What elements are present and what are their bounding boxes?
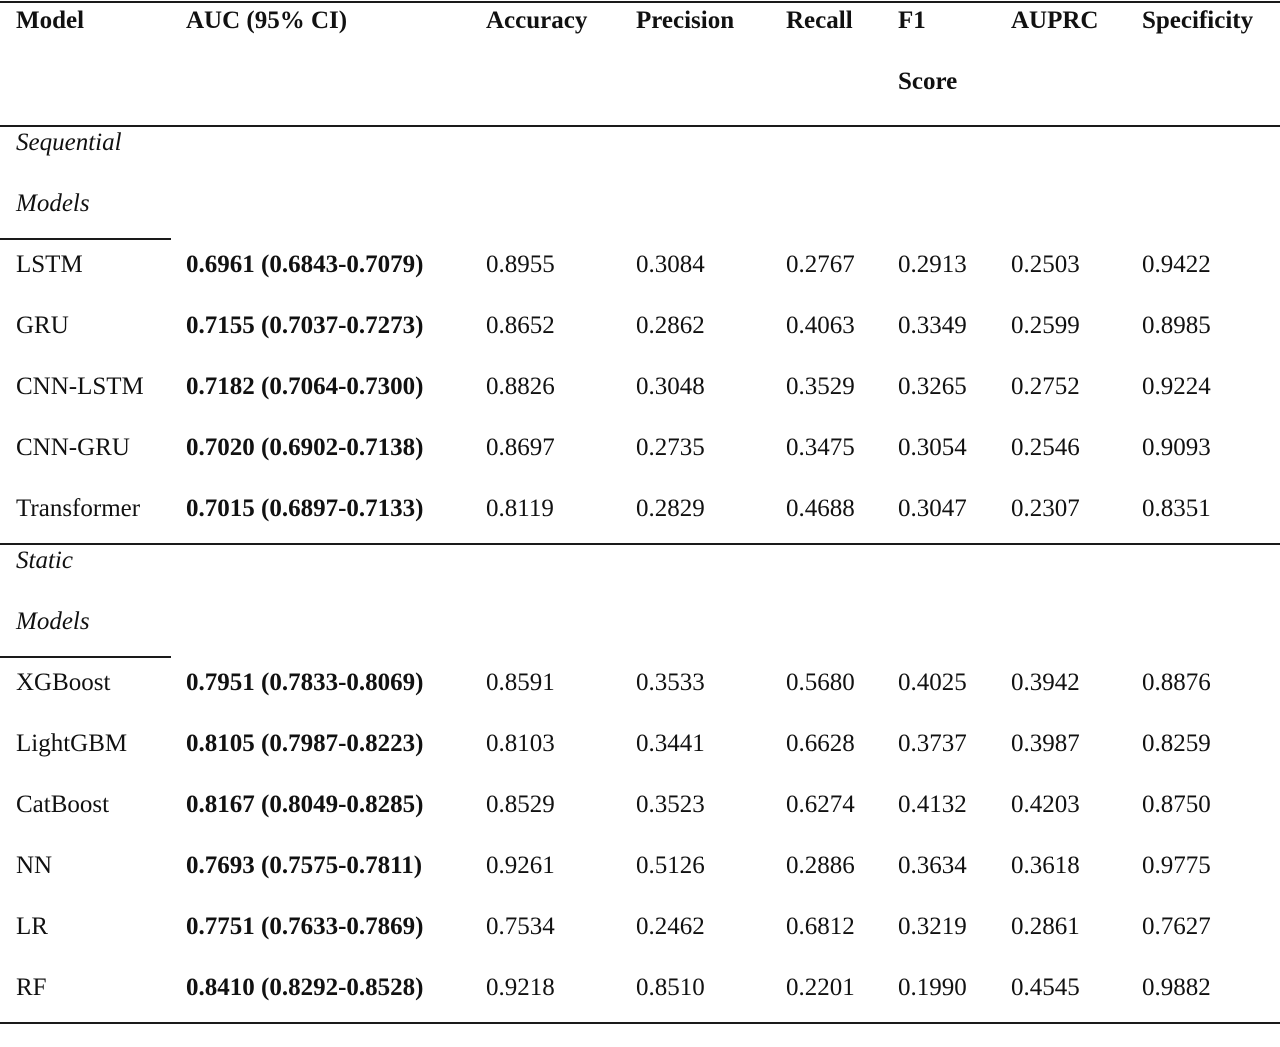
metric-value: 0.8697 [486, 434, 555, 461]
metric-value: 0.5680 [786, 669, 855, 696]
metric-value: 0.3737 [898, 730, 967, 757]
metric-value: 0.9775 [1142, 852, 1211, 879]
metric-value: 0.2886 [786, 852, 855, 879]
section-title-rule [0, 656, 171, 658]
metric-value: 0.3523 [636, 791, 705, 818]
auc-ci-value: 0.8105 (0.7987-0.8223) [186, 730, 424, 757]
column-header: Model [16, 7, 85, 34]
metric-value: 0.4063 [786, 312, 855, 339]
section-title-rule [0, 238, 171, 240]
metric-value: 0.2913 [898, 251, 967, 278]
metric-value: 0.3054 [898, 434, 967, 461]
metric-value: 0.9224 [1142, 373, 1211, 400]
metric-value: 0.8876 [1142, 669, 1211, 696]
metric-value: 0.8351 [1142, 495, 1211, 522]
auc-ci-value: 0.8410 (0.8292-0.8528) [186, 974, 424, 1001]
row-model-name: LightGBM [16, 730, 128, 757]
metric-value: 0.7534 [486, 913, 555, 940]
metric-value: 0.2752 [1011, 373, 1080, 400]
metric-value: 0.2862 [636, 312, 705, 339]
metric-value: 0.3529 [786, 373, 855, 400]
metric-value: 0.8826 [486, 373, 555, 400]
metric-value: 0.2307 [1011, 495, 1080, 522]
section-bottom-rule [0, 543, 1280, 545]
metric-value: 0.3618 [1011, 852, 1080, 879]
metric-value: 0.3441 [636, 730, 705, 757]
auc-ci-value: 0.7182 (0.7064-0.7300) [186, 373, 424, 400]
metric-value: 0.3634 [898, 852, 967, 879]
row-model-name: LSTM [16, 251, 83, 278]
row-model-name: CNN-GRU [16, 434, 130, 461]
table-top-rule [0, 1, 1280, 3]
metric-value: 0.2546 [1011, 434, 1080, 461]
metric-value: 0.3475 [786, 434, 855, 461]
metric-value: 0.4203 [1011, 791, 1080, 818]
header-bottom-rule [0, 125, 1280, 127]
metric-value: 0.3084 [636, 251, 705, 278]
metric-value: 0.8529 [486, 791, 555, 818]
metric-value: 0.8119 [486, 495, 554, 522]
metric-value: 0.3533 [636, 669, 705, 696]
metric-value: 0.9261 [486, 852, 555, 879]
column-header: Specificity [1142, 7, 1254, 34]
section-title: Static [16, 547, 73, 574]
metric-value: 0.2861 [1011, 913, 1080, 940]
metric-value: 0.3219 [898, 913, 967, 940]
metric-value: 0.8652 [486, 312, 555, 339]
row-model-name: LR [16, 913, 48, 940]
metric-value: 0.2201 [786, 974, 855, 1001]
auc-ci-value: 0.7020 (0.6902-0.7138) [186, 434, 424, 461]
column-header: AUC (95% CI) [186, 7, 348, 34]
metric-value: 0.4025 [898, 669, 967, 696]
metric-value: 0.3048 [636, 373, 705, 400]
metric-value: 0.7627 [1142, 913, 1211, 940]
column-header: Score [898, 68, 958, 95]
metric-value: 0.3047 [898, 495, 967, 522]
row-model-name: CNN-LSTM [16, 373, 144, 400]
column-header: Accuracy [486, 7, 588, 34]
row-model-name: GRU [16, 312, 69, 339]
metric-value: 0.6274 [786, 791, 855, 818]
auc-ci-value: 0.6961 (0.6843-0.7079) [186, 251, 424, 278]
metric-value: 0.8750 [1142, 791, 1211, 818]
column-header: Recall [786, 7, 853, 34]
auc-ci-value: 0.7751 (0.7633-0.7869) [186, 913, 424, 940]
section-title: Sequential [16, 129, 122, 156]
metric-value: 0.3349 [898, 312, 967, 339]
auc-ci-value: 0.8167 (0.8049-0.8285) [186, 791, 424, 818]
metric-value: 0.9093 [1142, 434, 1211, 461]
metric-value: 0.2599 [1011, 312, 1080, 339]
metric-value: 0.9882 [1142, 974, 1211, 1001]
section-title: Models [16, 190, 90, 217]
row-model-name: XGBoost [16, 669, 111, 696]
auc-ci-value: 0.7155 (0.7037-0.7273) [186, 312, 424, 339]
column-header: Precision [636, 7, 735, 34]
metric-value: 0.9218 [486, 974, 555, 1001]
auc-ci-value: 0.7951 (0.7833-0.8069) [186, 669, 424, 696]
metric-value: 0.2767 [786, 251, 855, 278]
metric-value: 0.9422 [1142, 251, 1211, 278]
metric-value: 0.5126 [636, 852, 705, 879]
row-model-name: Transformer [16, 495, 141, 522]
auc-ci-value: 0.7693 (0.7575-0.7811) [186, 852, 423, 879]
metric-value: 0.2735 [636, 434, 705, 461]
metric-value: 0.8955 [486, 251, 555, 278]
metric-value: 0.2829 [636, 495, 705, 522]
metric-value: 0.3942 [1011, 669, 1080, 696]
metric-value: 0.6812 [786, 913, 855, 940]
metric-value: 0.2503 [1011, 251, 1080, 278]
column-header: F1 [898, 7, 926, 34]
column-header: AUPRC [1011, 7, 1099, 34]
metric-value: 0.8510 [636, 974, 705, 1001]
row-model-name: NN [16, 852, 53, 879]
metric-value: 0.3265 [898, 373, 967, 400]
metric-value: 0.8103 [486, 730, 555, 757]
metric-value: 0.8985 [1142, 312, 1211, 339]
metric-value: 0.8259 [1142, 730, 1211, 757]
metric-value: 0.4688 [786, 495, 855, 522]
section-title: Models [16, 608, 90, 635]
auc-ci-value: 0.7015 (0.6897-0.7133) [186, 495, 424, 522]
row-model-name: CatBoost [16, 791, 110, 818]
metric-value: 0.6628 [786, 730, 855, 757]
metric-value: 0.8591 [486, 669, 555, 696]
row-model-name: RF [16, 974, 47, 1001]
metric-value: 0.4132 [898, 791, 967, 818]
metric-value: 0.2462 [636, 913, 705, 940]
metric-value: 0.4545 [1011, 974, 1080, 1001]
section-bottom-rule [0, 1022, 1280, 1024]
metric-value: 0.1990 [898, 974, 967, 1001]
metric-value: 0.3987 [1011, 730, 1080, 757]
